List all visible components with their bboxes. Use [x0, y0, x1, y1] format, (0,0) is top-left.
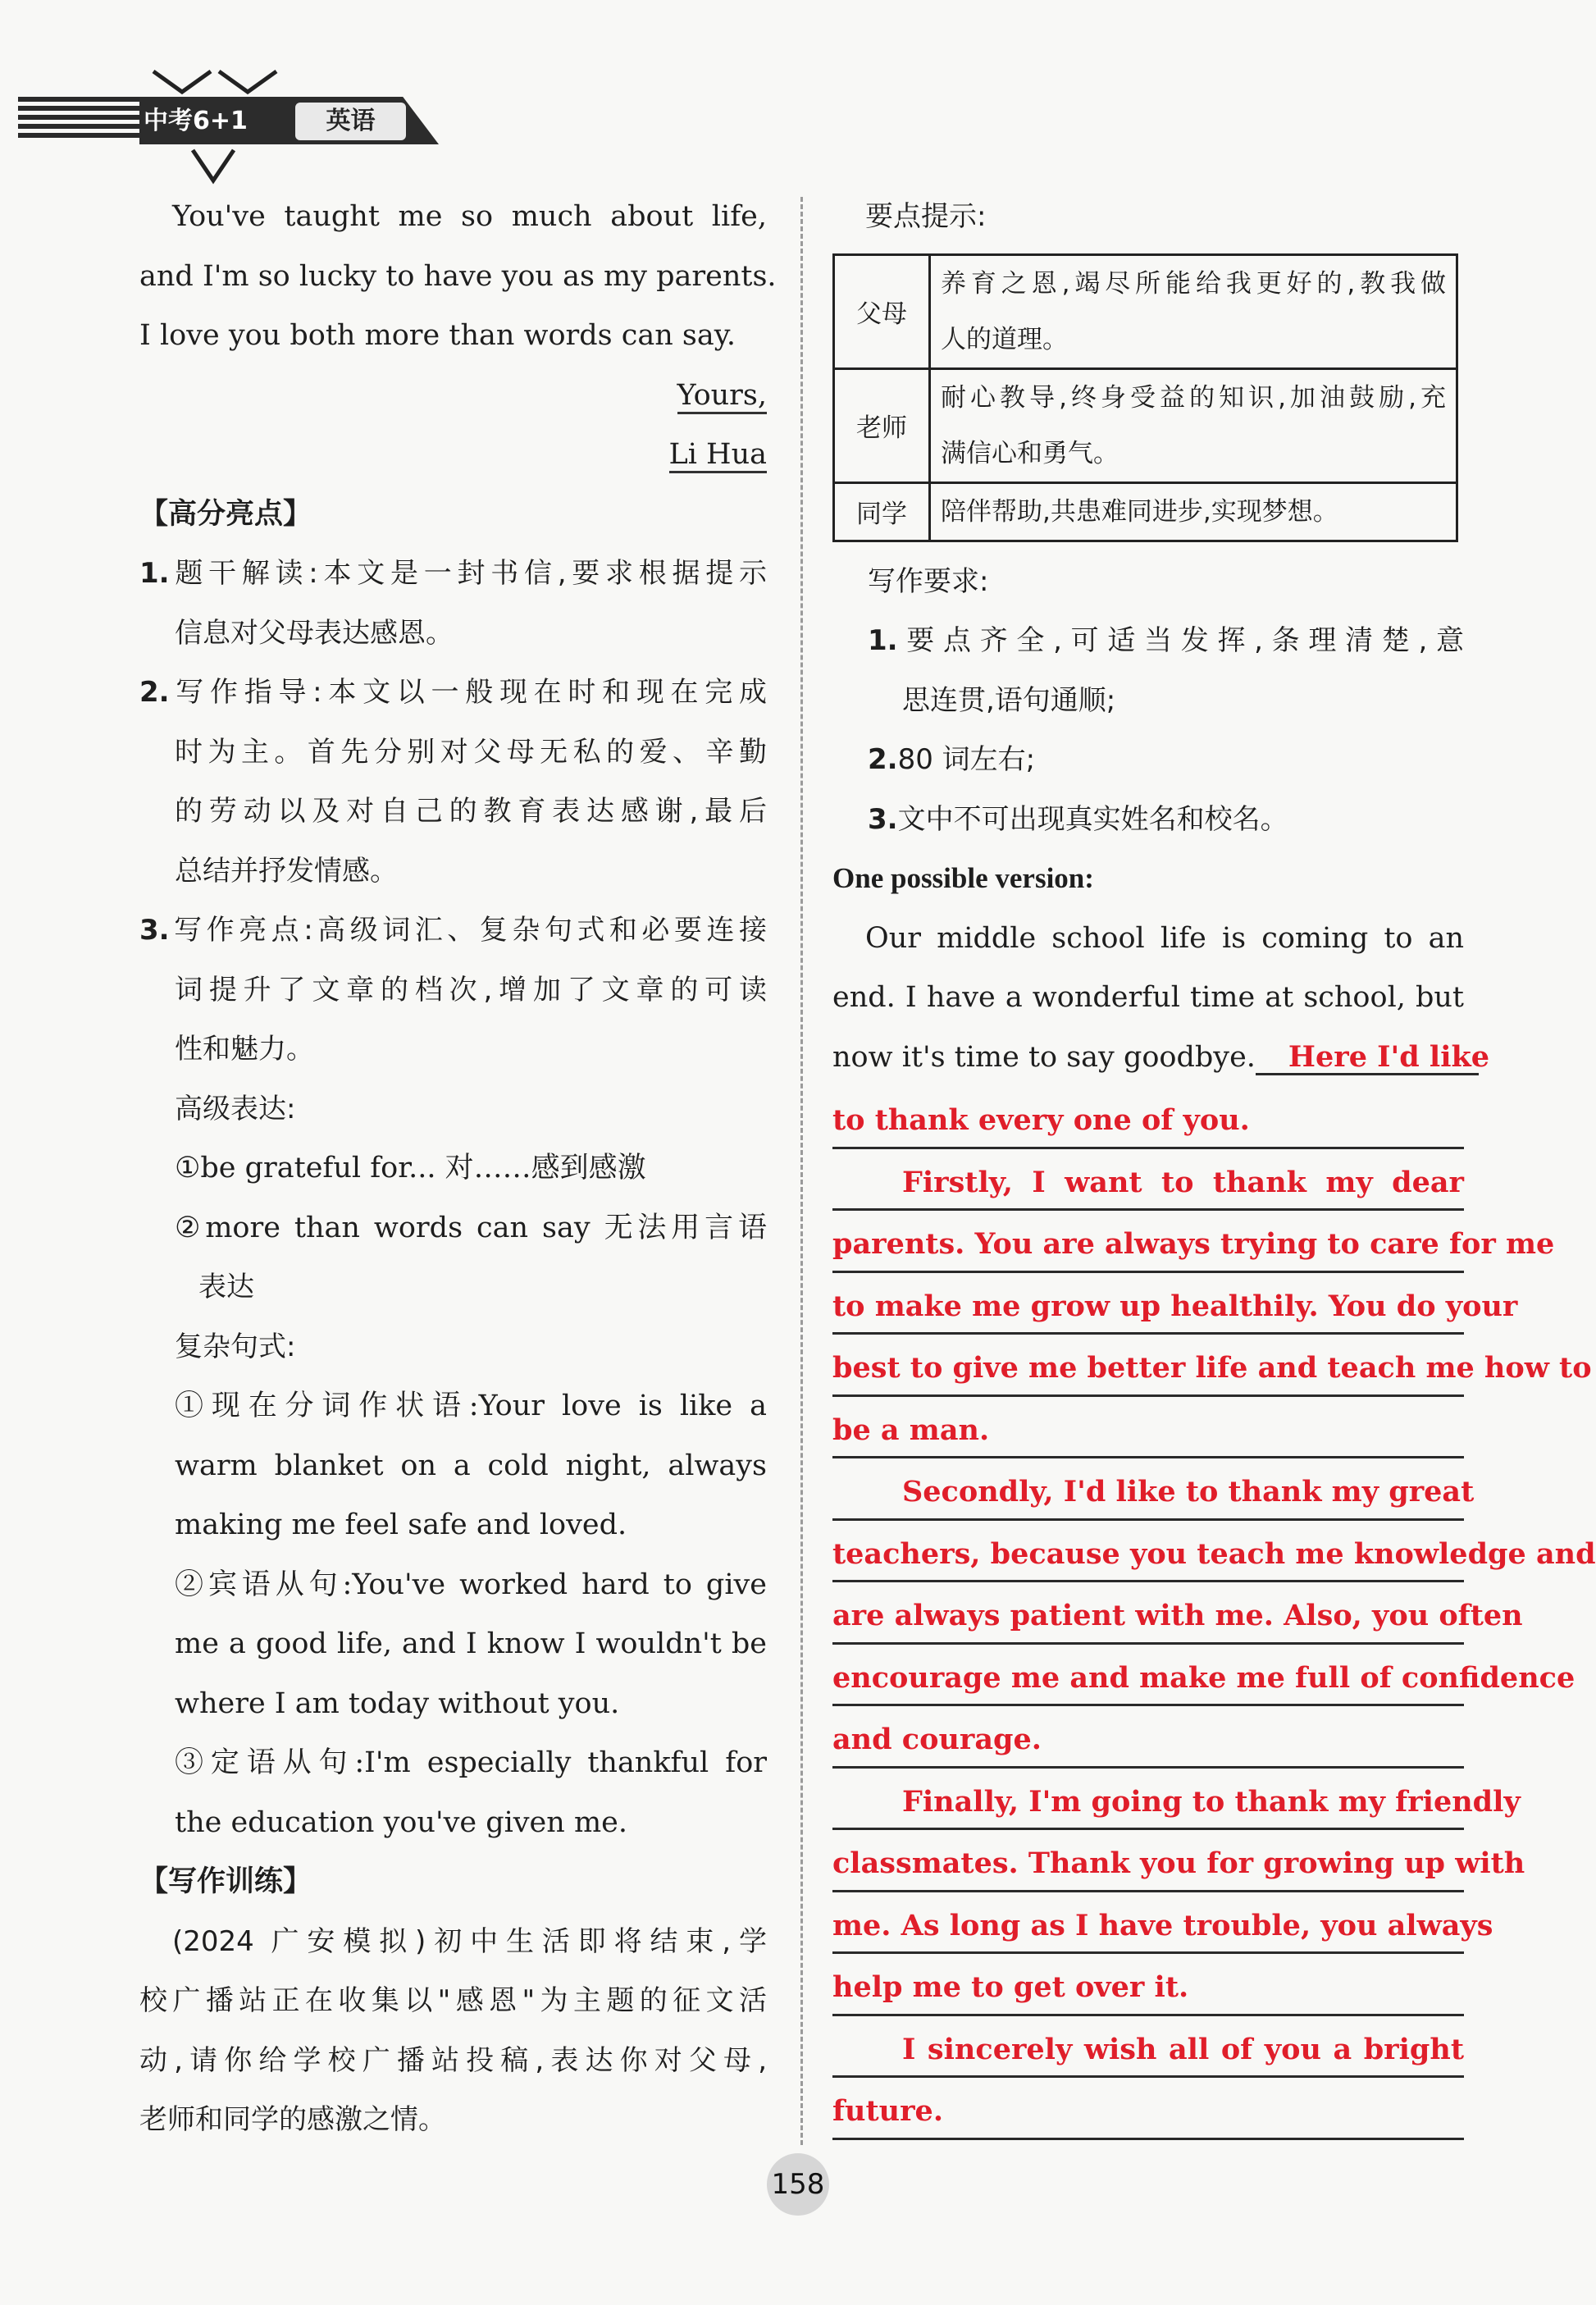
- answer-line: classmates. Thank you for growing up with: [832, 1830, 1464, 1892]
- answer-line: Firstly, I want to thank my dear: [832, 1149, 1464, 1212]
- expression-2: ②more than words can say 无法用言语: [175, 1211, 767, 1244]
- requirements-label: 写作要求:: [868, 564, 989, 598]
- requirement-1: 1.要点齐全,可适当发挥,条理清楚,意: [868, 624, 1464, 657]
- tips-content: 耐心教导,终身受益的知识,加油鼓励,充 满信心和勇气。: [930, 368, 1457, 482]
- tips-role: 父母: [834, 254, 930, 368]
- requirement-3: 3.文中不可出现真实姓名和校名。: [868, 802, 1288, 836]
- highlight-1-cont: 信息对父母表达感恩。: [175, 616, 454, 650]
- highlights-heading: 【高分亮点】: [139, 497, 312, 531]
- answer-line: teachers, because you teach me knowledge and: [832, 1521, 1464, 1583]
- answer-line: Secondly, I'd like to thank my great: [832, 1458, 1464, 1521]
- answer-line: and courage.: [832, 1706, 1464, 1769]
- table-row: [834, 254, 1457, 368]
- letter-closing: Yours,: [139, 366, 767, 426]
- highlight-3-cont: 词提升了文章的档次,增加了文章的可读: [175, 973, 767, 1006]
- letter-line: I love you both more than words can say.: [139, 319, 736, 352]
- answer-line: future.: [832, 2078, 1464, 2140]
- highlight-1: 1.题干解读:本文是一封书信,要求根据提示: [139, 557, 767, 590]
- answer-line: to make me grow up healthily. You do your: [832, 1273, 1464, 1335]
- task-text: 老师和同学的感激之情。: [139, 2103, 446, 2136]
- answer-line: parents. You are always trying to care for me: [832, 1211, 1464, 1273]
- highlight-2-cont: 总结并抒发情感。: [175, 854, 398, 888]
- intro-line: now it's time to say goodbye. Here I'd like: [832, 1039, 1490, 1074]
- answer-start: Here I'd like: [1256, 1042, 1479, 1075]
- subject-tag: 英语: [295, 103, 406, 140]
- right-column: [832, 187, 1596, 2140]
- complex-sentence-3-cont: the education you've given me.: [175, 1805, 627, 1839]
- intro-line: Our middle school life is coming to an: [865, 921, 1464, 955]
- task-text: 校广播站正在收集以"感恩"为主题的征文活: [139, 1984, 767, 2017]
- highlight-2: 2.写作指导:本文以一般现在时和现在完成: [139, 676, 767, 709]
- letter-line: You've taught me so much about life,: [172, 200, 767, 233]
- answer-line: encourage me and make me full of confidence: [832, 1645, 1464, 1707]
- highlight-3: 3.写作亮点:高级词汇、复杂句式和必要连接: [139, 914, 767, 947]
- complex-sentence-2-cont: me a good life, and I know I wouldn't be: [175, 1627, 767, 1660]
- tips-label: 要点提示:: [865, 200, 987, 233]
- complex-sentence-3: ③定语从句:I'm especially thankful for: [175, 1746, 767, 1779]
- complex-sentences-label: 复杂句式:: [175, 1330, 296, 1363]
- complex-sentence-1-cont: warm blanket on a cold night, always: [175, 1449, 767, 1482]
- requirement-1-cont: 思连贯,语句通顺;: [902, 683, 1116, 717]
- training-heading: 【写作训练】: [139, 1865, 312, 1898]
- task-text: 动,请你给学校广播站投稿,表达你对父母,: [139, 2043, 767, 2077]
- tips-content: 养育之恩,竭尽所能给我更好的,教我做 人的道理。: [930, 254, 1457, 368]
- advanced-expressions-label: 高级表达:: [175, 1092, 296, 1125]
- book-logo: 中考6+1: [144, 107, 248, 135]
- highlight-3-cont: 性和魅力。: [175, 1033, 314, 1066]
- highlight-2-cont: 时为主。首先分别对父母无私的爱、辛勤: [175, 735, 767, 769]
- letter-line: and I'm so lucky to have you as my parents.: [139, 259, 777, 293]
- tips-role: 同学: [834, 482, 930, 541]
- tips-content: 陪伴帮助,共患难同进步,实现梦想。: [930, 482, 1457, 541]
- answer-line: be a man.: [832, 1397, 1464, 1459]
- tips-table: [832, 253, 1458, 542]
- left-column: [139, 187, 777, 2150]
- tips-role: 老师: [834, 368, 930, 482]
- answer-line: Finally, I'm going to thank my friendly: [832, 1769, 1464, 1831]
- answer-line: are always patient with me. Also, you often: [832, 1582, 1464, 1645]
- requirement-2: 2.80 词左右;: [868, 743, 1036, 776]
- answer-line: to thank every one of you.: [832, 1087, 1464, 1149]
- expression-2-cont: 表达: [198, 1271, 254, 1303]
- header-down-chevron-icon: [189, 146, 238, 187]
- column-divider: [800, 197, 803, 2145]
- task-text: (2024 广安模拟)初中生活即将结束,学: [172, 1924, 767, 1958]
- answer-line: best to give me better life and teach me how to: [832, 1335, 1464, 1397]
- highlight-2-cont: 的劳动以及对自己的教育表达感谢,最后: [175, 795, 767, 828]
- version-label: One possible version:: [832, 862, 1094, 894]
- complex-sentence-1-cont: making me feel safe and loved.: [175, 1509, 627, 1541]
- complex-sentence-2: ②宾语从句:You've worked hard to give: [175, 1568, 767, 1601]
- answer-line: I sincerely wish all of you a bright: [832, 2016, 1464, 2079]
- answer-line: me. As long as I have trouble, you always: [832, 1892, 1464, 1955]
- page-number: 158: [767, 2153, 829, 2216]
- header-chevron-icon: [149, 67, 280, 100]
- expression-1: ①be grateful for... 对……感到感激: [175, 1152, 646, 1184]
- complex-sentence-1: ①现在分词作状语:Your love is like a: [175, 1390, 767, 1422]
- table-row: [834, 482, 1457, 541]
- table-row: [834, 368, 1457, 482]
- answer-line: help me to get over it.: [832, 1954, 1464, 2016]
- letter-signature: Li Hua: [139, 425, 767, 485]
- intro-line: end. I have a wonderful time at school, but: [832, 981, 1464, 1014]
- complex-sentence-2-cont: where I am today without you.: [175, 1687, 620, 1720]
